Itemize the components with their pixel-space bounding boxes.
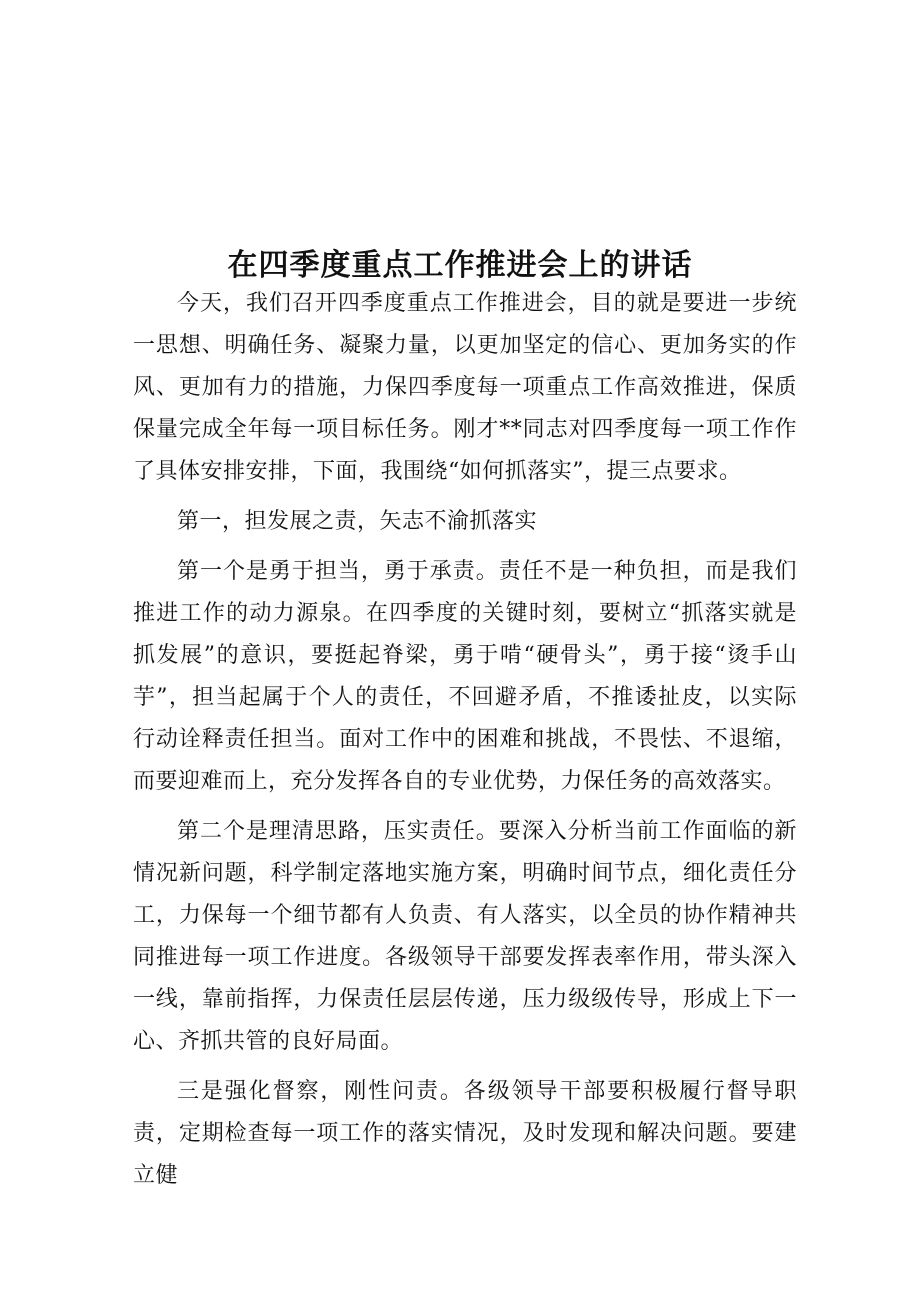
intro-paragraph: 今天，我们召开四季度重点工作推进会，目的就是要进一步统一思想、明确任务、凝聚力量，以更加坚定的信心、更加务实的作风、更加有力的措施，力保四季度每一项重点工作高效推进，保质保量完成全年每一项目标任务。刚才**同志对四季度每一项工作作了具体安排安排，下面，我围绕“如何抓落实”，提三点要求。 (133, 291, 797, 484)
paragraph-clarify-ideas: 第二个是理清思路，压实责任。要深入分析当前工作面临的新情况新问题，科学制定落地实施方案，明确时间节点，细化责任分工，力保每一个细节都有人负责、有人落实，以全员的协作精神共同推进每一项工作进度。各级领导干部要发挥表率作用，带头深入一线，靠前指挥，力保责任层层传递，压力级级传导，形成上下一心、齐抓共管的良好局面。 (133, 819, 797, 1054)
paragraph-responsibility: 第一个是勇于担当，勇于承责。责任不是一种负担，而是我们推进工作的动力源泉。在四季度的关键时刻，要树立“抓落实就是抓发展”的意识，要挺起脊梁，勇于啃“硬骨头”，勇于接“烫手山芋”，担当起属于个人的责任，不回避矛盾，不推诿扯皮，以实际行动诠释责任担当。面对工作中的困难和挑战，不畏怯、不退缩，而要迎难而上，充分发挥各自的专业优势，力保任务的高效落实。 (133, 559, 797, 794)
section-heading-one: 第一，担发展之责，矢志不渝抓落实 (177, 509, 538, 534)
document-title: 在四季度重点工作推进会上的讲话 (227, 248, 693, 284)
document-body (133, 283, 797, 1197)
paragraph-supervision: 三是强化督察，刚性问责。各级领导干部要积极履行督导职责，定期检查每一项工作的落实情况，及时发现和解决问题。要建立健 (133, 1079, 797, 1188)
